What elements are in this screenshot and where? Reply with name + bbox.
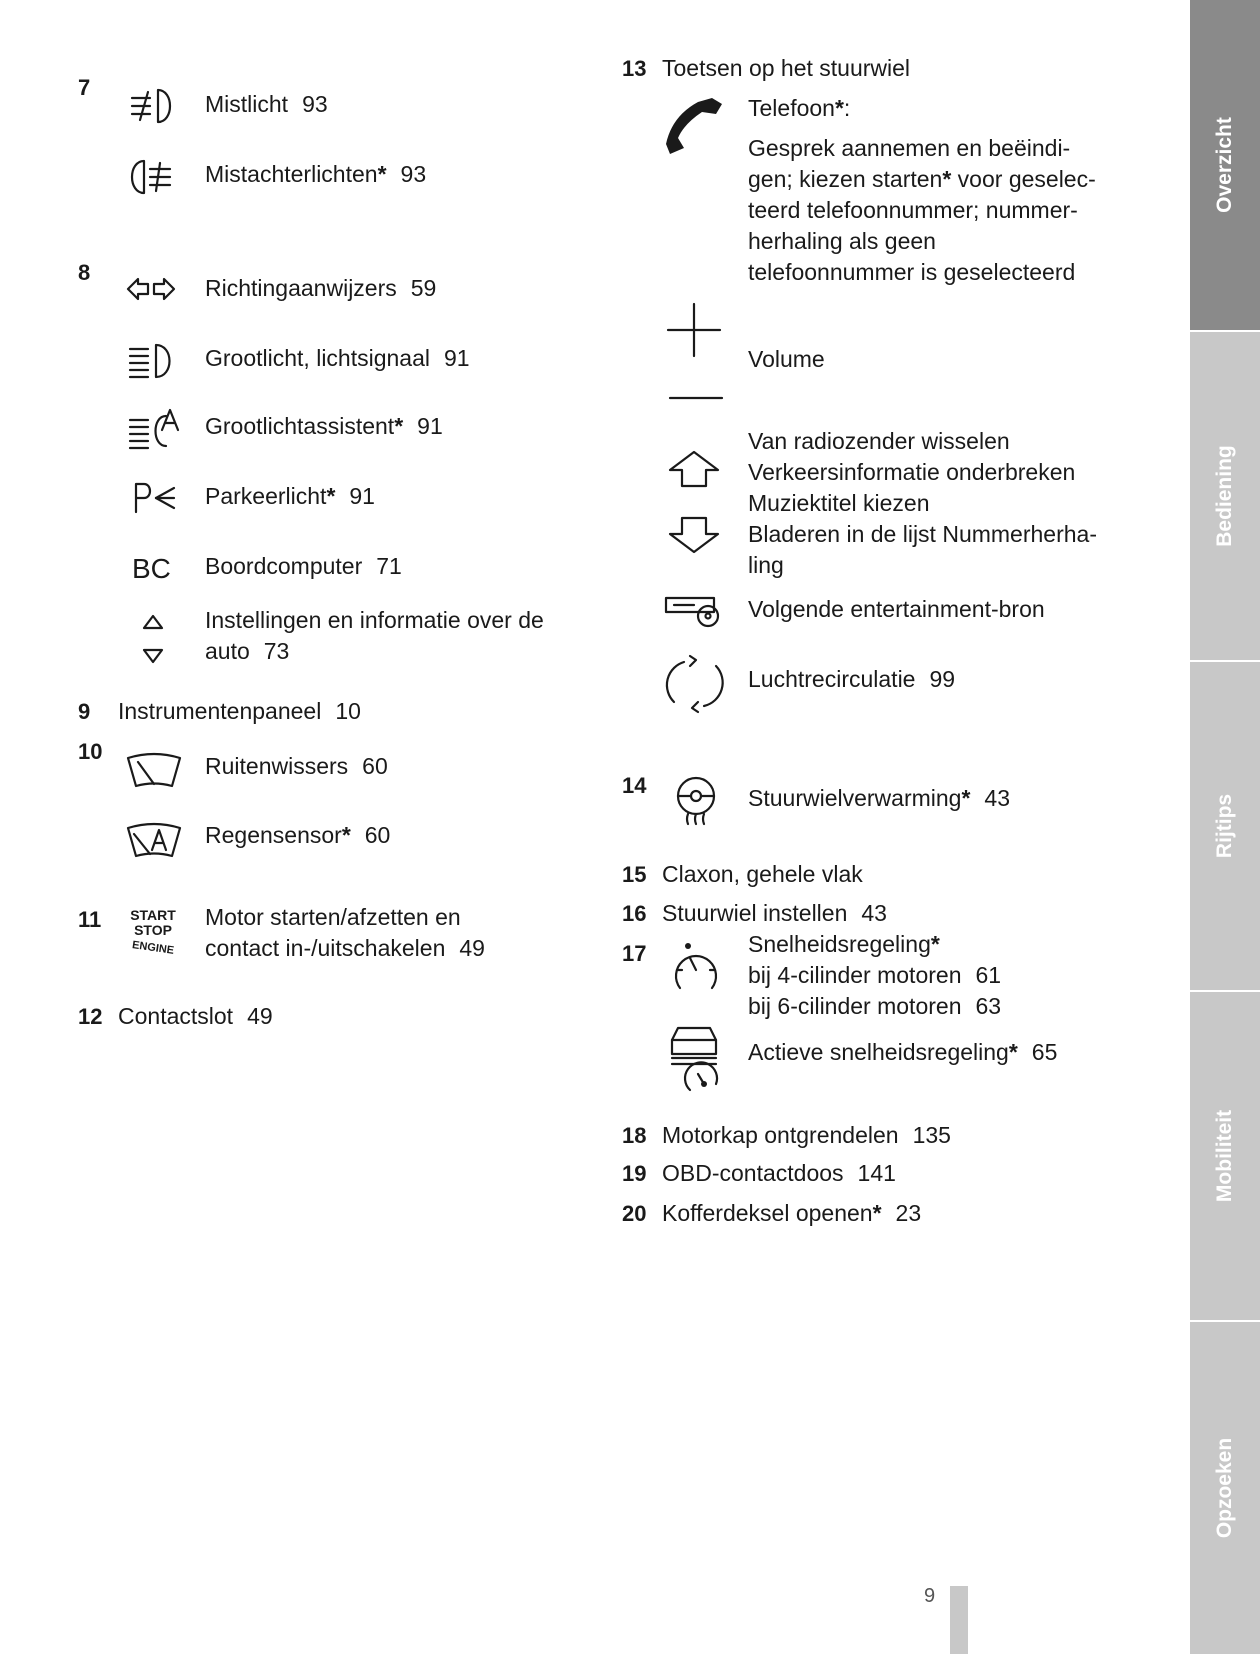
engine-label: ENGINE: [131, 939, 175, 957]
start-stop-engine-icon: [124, 908, 182, 956]
telephone-description: Gesprek aannemen en beëindi- gen; kiezen starten* voor geselec- teerd telefoonnummer; nummer- herhaling als geen telefoonnummer is geselecteerd: [748, 135, 1096, 285]
stop-label: STOP: [134, 922, 172, 938]
arrows-description: Van radiozender wisselen Verkeersinformatie onderbreken Muziektitel kiezen Bladeren in de lijst Nummerherha- ling: [748, 428, 1097, 578]
fog-light-text: Mistlicht 93: [205, 91, 328, 117]
item-number-19: 19: [622, 1161, 647, 1186]
item-number-12: 12: [78, 1004, 103, 1029]
telephone-icon: [664, 96, 726, 158]
high-beam-icon: [126, 341, 178, 381]
entertainment-source-text: Volgende entertainment-bron: [748, 596, 1045, 622]
horn-text: Claxon, gehele vlak: [662, 861, 863, 887]
item-number-10: 10: [78, 739, 103, 764]
rear-fog-light-text: Mistachterlichten* 93: [205, 161, 427, 187]
volume-text: Volume: [748, 346, 825, 372]
rear-fog-light-icon: [126, 157, 178, 197]
wipers-text: Ruitenwissers 60: [205, 753, 388, 779]
tab-opzoeken[interactable]: Opzoeken: [1190, 1322, 1260, 1654]
active-cruise-control-text: Actieve snelheidsregeling* 65: [748, 1039, 1058, 1065]
rain-sensor-icon: [124, 818, 184, 860]
cruise-control-text: Snelheidsregeling* bij 4-cilinder motoren 61 bij 6-cilinder motoren 63: [748, 931, 1002, 1019]
tab-mobiliteit[interactable]: Mobiliteit: [1190, 992, 1260, 1320]
parking-light-icon: [132, 480, 180, 516]
steering-wheel-heating-icon: [672, 776, 720, 828]
active-cruise-control-icon: [666, 1022, 724, 1092]
item-number-17: 17: [622, 941, 647, 966]
wiper-icon: [124, 748, 184, 790]
trunk-lid-text: Kofferdeksel openen* 23: [662, 1200, 922, 1226]
item-number-9: 9: [78, 699, 91, 724]
up-down-triangle-icon: [140, 610, 166, 668]
cruise-control-icon: [668, 940, 724, 994]
steering-wheel-adjust-text: Stuurwiel instellen 43: [662, 900, 887, 926]
up-down-arrows-icon: [666, 448, 726, 558]
entertainment-source-icon: [664, 594, 726, 628]
item-number-16: 16: [622, 901, 647, 926]
item-number-8: 8: [78, 260, 91, 285]
board-computer-symbol: BC: [132, 553, 171, 584]
air-recirculation-icon: [664, 654, 724, 714]
item-number-14: 14: [622, 773, 647, 798]
tab-rijtips[interactable]: Rijtips: [1190, 662, 1260, 990]
start-stop-text: Motor starten/afzetten en contact in-/uitschakelen 49: [205, 904, 485, 961]
item-number-20: 20: [622, 1201, 647, 1226]
ignition-lock-text: Contactslot 49: [118, 1003, 273, 1029]
steering-wheel-heating-text: Stuurwielverwarming* 43: [748, 785, 1011, 811]
turn-signal-text: Richtingaanwijzers 59: [205, 275, 437, 301]
air-recirculation-text: Luchtrecirculatie 99: [748, 666, 956, 692]
item-number-15: 15: [622, 862, 647, 887]
hood-release-text: Motorkap ontgrendelen 135: [662, 1122, 951, 1148]
parking-light-text: Parkeerlicht* 91: [205, 483, 375, 509]
obd-socket-text: OBD-contactdoos 141: [662, 1160, 896, 1186]
tab-bediening[interactable]: Bediening: [1190, 332, 1260, 660]
turn-signal-icon: [126, 276, 178, 302]
item-number-13: 13: [622, 56, 647, 81]
item-number-7: 7: [78, 75, 91, 100]
item-number-11: 11: [78, 907, 102, 932]
high-beam-text: Grootlicht, lichtsignaal 91: [205, 345, 470, 371]
volume-plus-minus-icon: [664, 300, 724, 404]
page-marker-bar: [950, 1586, 968, 1654]
fog-light-icon: [128, 86, 180, 126]
tab-overzicht[interactable]: Overzicht: [1190, 0, 1260, 330]
steering-wheel-buttons-title: Toetsen op het stuurwiel: [662, 55, 911, 81]
page-number: 9: [924, 1585, 936, 1607]
settings-info-text: Instellingen en informatie over de auto 73: [205, 607, 544, 664]
high-beam-assistant-text: Grootlichtassistent* 91: [205, 413, 443, 439]
board-computer-text: Boordcomputer 71: [205, 553, 402, 579]
start-label: START: [130, 907, 176, 923]
item-number-18: 18: [622, 1123, 647, 1148]
instrument-panel-text: Instrumentenpaneel 10: [118, 698, 361, 724]
telephone-title: Telefoon*:: [748, 95, 851, 121]
high-beam-assistant-icon: [126, 408, 186, 450]
rain-sensor-text: Regensensor* 60: [205, 822, 391, 848]
